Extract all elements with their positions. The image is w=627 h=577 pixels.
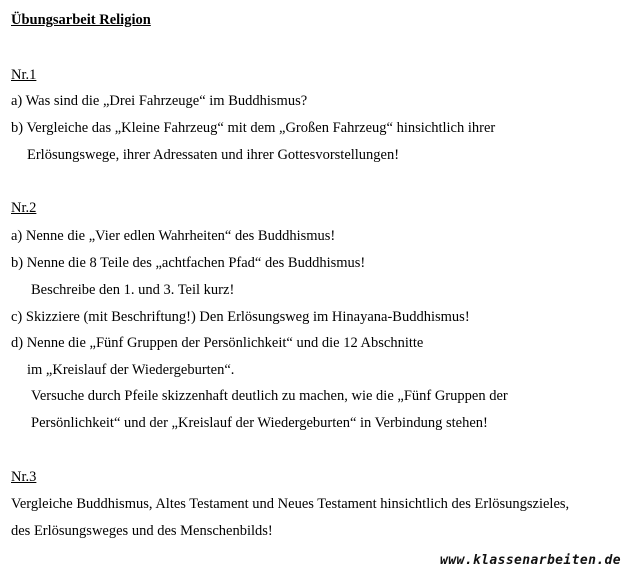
question-2a: a) Nenne die „Vier edlen Wahrheiten“ des Buddhismus! — [11, 228, 336, 244]
question-2b: b) Nenne die 8 Teile des „achtfachen Pfad“ des Buddhismus! — [11, 255, 366, 271]
question-2d-continued: im „Kreislauf der Wiedergeburten“. — [27, 362, 235, 378]
question-2d: d) Nenne die „Fünf Gruppen der Persönlichkeit“ und die 12 Abschnitte — [11, 335, 424, 351]
question-2b-continued: Beschreibe den 1. und 3. Teil kurz! — [31, 282, 235, 298]
question-1b-continued: Erlösungswege, ihrer Adressaten und ihrer Gottesvorstellungen! — [27, 147, 400, 163]
question-2c: c) Skizziere (mit Beschriftung!) Den Erlösungsweg im Hinayana-Buddhismus! — [11, 309, 470, 325]
question-1b: b) Vergleiche das „Kleine Fahrzeug“ mit dem „Großen Fahrzeug“ hinsichtlich ihrer — [11, 120, 496, 136]
question-2d-task: Versuche durch Pfeile skizzenhaft deutlich zu machen, wie die „Fünf Gruppen der — [31, 388, 508, 404]
section-heading-nr3: Nr.3 — [11, 469, 37, 485]
section-heading-nr2: Nr.2 — [11, 200, 37, 216]
question-2d-task-continued: Persönlichkeit“ und der „Kreislauf der Wiedergeburten“ in Verbindung stehen! — [31, 415, 488, 431]
footer-website: www.klassenarbeiten.de — [440, 553, 621, 568]
question-3-continued: des Erlösungsweges und des Menschenbilds! — [11, 523, 273, 539]
section-heading-nr1: Nr.1 — [11, 67, 37, 83]
question-3: Vergleiche Buddhismus, Altes Testament und Neues Testament hinsichtlich des Erlösungszieles, — [11, 496, 570, 512]
document-title: Übungsarbeit Religion — [11, 12, 151, 28]
question-1a: a) Was sind die „Drei Fahrzeuge“ im Buddhismus? — [11, 93, 308, 109]
